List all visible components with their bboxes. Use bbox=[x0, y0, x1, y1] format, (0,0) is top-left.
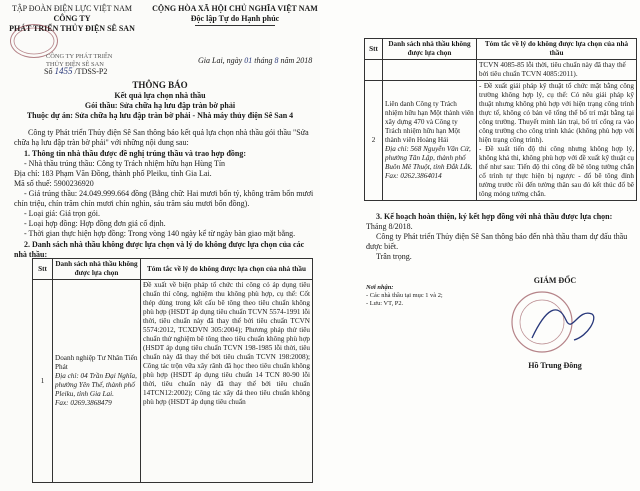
winner-address: Địa chỉ: 183 Phạm Văn Đồng, thành phố Pleiku, tỉnh Gia Lai. bbox=[14, 169, 212, 178]
row-reason-b: - Đề xuất tiến độ thi công nhưng không hợp lý, không khả thi, không phù hợp với đề xuất kỹ thuật cụ thể như sau: Tiến độ thi công đề bê tông tường chắn cổ trình tự thực hiện bị ngược - đổ bê tông đỉnh tường trước rồi đến tường thân sau đó kết thúc đổ bê tông móng tường chắn. bbox=[479, 145, 634, 198]
row-reason-continuation: TCVN 4085-85 lỗi thời, tiêu chuẩn này đã thay thế bởi tiêu chuẩn TCVN 4085:2011). bbox=[477, 60, 637, 81]
bidder-name: Doanh nghiệp Tư Nhân Tiến Phát bbox=[55, 354, 138, 371]
motto-underline bbox=[195, 25, 275, 26]
row-reason bbox=[477, 81, 637, 201]
table-row bbox=[365, 81, 637, 201]
org-company-line1: CÔNG TY bbox=[53, 14, 91, 23]
republic-name: CỘNG HÒA XÃ HỘI CHỦ NGHĨA VIỆT NAM bbox=[152, 4, 318, 13]
package-name: Gói thầu: Sửa chữa hạ lưu đập tràn bờ phải bbox=[84, 101, 236, 110]
org-group: TẬP ĐOÀN ĐIỆN LỰC VIỆT NAM bbox=[11, 4, 133, 13]
table-row-continuation bbox=[365, 60, 637, 81]
handwritten-signature-icon bbox=[532, 310, 594, 340]
bidder-name: Liên danh Công ty Trách nhiệm hữu hạn Một thành viên xây dựng 470 và Công ty Trách nhiệm hữu hạn Một thành viên Hoàng Hải bbox=[385, 100, 474, 144]
doc-number-prefix: Số bbox=[44, 67, 53, 76]
row-reason: Đề xuất về biện pháp tổ chức thi công có áp dụng tiêu chuẩn thí công, nghiệm thu không phù hợp, cụ thể: Cốt thép dùng trong kết cấu bê tông theo tiêu chuẩn không phù hợp (HSDT áp dụng tiêu chuẩn TCVN 5574-1991 lỗi thời, tiêu chuẩn này đã thay thế bởi tiêu chuẩn TCVN 5574:2012, TCXDVN 305:2004); Phương pháp thử tiêu chuẩn thử nghiệm bê tông theo tiêu chuẩn không phù hợp (HSDT áp dụng tiêu chuẩn TCVN 198-1985 lỗi thời, tiêu chuẩn này đã thay thế bởi tiêu chuẩn TCVN 198:2008); Công tác trộn vữa xây rãnh đã học theo tiêu chuẩn không phù hợp (HSDT áp dụng tiêu chuẩn 14 TCN 80-90 lỗi thời, tiêu chuẩn này đã thay thế bởi tiêu chuẩn 14TCN12:2002); Công tác xây đá theo tiêu chuẩn không phù hợp (HSDT áp dụng tiêu chuẩn bbox=[141, 280, 313, 483]
col-header-stt: Stt bbox=[33, 259, 53, 280]
section-3-date: Tháng 8/2018. bbox=[366, 222, 413, 231]
recipient-item: - Lưu: VT, P2. bbox=[366, 300, 404, 307]
row-stt: 2 bbox=[365, 81, 383, 201]
col-header-reason: Tóm tắc về lý do không được lựa chọn của nhà thầu bbox=[141, 259, 313, 280]
doc-number bbox=[44, 66, 154, 77]
col-header-reason: Tóm tắc về lý do không được lựa chọn của nhà thầu bbox=[477, 39, 637, 60]
section-3 bbox=[366, 212, 634, 262]
closing-line: Trân trọng. bbox=[376, 252, 412, 261]
row-stt: 1 bbox=[33, 280, 53, 483]
notice-heading: THÔNG BÁO bbox=[132, 80, 188, 90]
doc-number-value: 1455 bbox=[54, 66, 73, 76]
bidder-address: Địa chỉ: 04 Trần Đại Nghĩa, phường Yên Thế, thành phố Pleiku, tỉnh Gia Lai. bbox=[55, 372, 137, 398]
project-name: Thuộc dự án: Sửa chữa hạ lưu đập tràn bờ phải - Nhà máy thủy điện Sê San 4 bbox=[26, 111, 294, 120]
col-header-name: Danh sách nhà thầu không được lựa chọn bbox=[383, 39, 477, 60]
recipients-label: Nơi nhận: bbox=[366, 284, 394, 291]
intro-paragraph: Công ty Phát triển Thủy điện Sê San thông báo kết quả lựa chọn nhà thầu gói thầu "Sửa chữa hạ lưu đập tràn bờ phải" với những nội dung sau: bbox=[14, 128, 309, 147]
col-header-name: Danh sách nhà thầu không được lựa chọn bbox=[53, 259, 141, 280]
section-1 bbox=[14, 149, 314, 260]
section-1-heading: 1. Thông tin nhà thầu được đề nghị trúng thầu và trao hợp đồng: bbox=[24, 149, 247, 158]
signature-block bbox=[490, 276, 620, 286]
official-seal-inner-ring bbox=[520, 300, 564, 344]
price-type: - Loại giá: Giá trọn gói. bbox=[24, 209, 100, 218]
rejected-bidders-table-p2 bbox=[364, 38, 637, 201]
table-header-row bbox=[33, 259, 313, 280]
notice-subheading: Kết quả lựa chọn nhà thầu bbox=[114, 91, 206, 100]
seal-text-left: CÔNG TY PHÁT TRIỂN THỦY ĐIỆN SÊ SAN bbox=[46, 53, 113, 68]
row-bidder bbox=[53, 280, 141, 483]
doc-number-suffix: /TDSS-P2 bbox=[74, 67, 108, 76]
section-2-heading: 2. Danh sách nhà thầu không được lựa chọn và lý do không được lựa chọn của các nhà thầu: bbox=[14, 240, 305, 259]
winner-name: - Nhà thầu trúng thầu: Công ty Trách nhiệm hữu hạn Hùng Tín bbox=[24, 159, 226, 168]
recipient-item: - Các nhà thầu tại mục 1 và 2; bbox=[366, 292, 443, 299]
contract-duration: - Thời gian thực hiện hợp đồng: Trong vòng 140 ngày kể từ ngày bàn giao mặt bằng. bbox=[24, 229, 296, 238]
table-header-row bbox=[365, 39, 637, 60]
org-company-line2: PHÁT TRIỂN THỦY ĐIỆN SÊ SAN bbox=[9, 24, 135, 33]
rejected-bidders-table-p1 bbox=[32, 258, 313, 483]
bidder-address: Địa chỉ: 568 Nguyễn Văn Cừ, phường Tân Lập, thành phố Buôn Mê Thuột, tỉnh Đắk Lắk. bbox=[385, 145, 473, 171]
official-seal-icon bbox=[512, 292, 572, 352]
bidder-fax: Fax: 0269.3868479 bbox=[55, 399, 112, 407]
national-header bbox=[150, 4, 320, 26]
section-3-heading: 3. Kế hoạch hoàn thiện, ký kết hợp đồng với nhà thầu được lựa chọn: bbox=[376, 212, 613, 221]
national-motto: Độc lập Tự do Hạnh phúc bbox=[190, 14, 280, 23]
bidder-fax: Fax: 0262.3864014 bbox=[385, 172, 442, 180]
official-seal-and-signature bbox=[502, 288, 612, 360]
winner-tax-code: Mã số thuế: 5900236920 bbox=[14, 179, 94, 188]
recipients-block bbox=[366, 284, 486, 308]
notice-title-block bbox=[0, 80, 320, 121]
winning-price: - Giá trúng thầu: 24.049.999.664 đồng (Bằng chữ: Hai mươi bốn tỷ, không trăm bốn mươi chín triệu, chín trăm chín mươi chín nghìn, sáu trăm sáu mươi bốn đồng). bbox=[14, 189, 314, 208]
document-page-2 bbox=[320, 0, 640, 491]
row-bidder bbox=[383, 81, 477, 201]
place-date-prefix: Gia Lai, ngày bbox=[198, 56, 243, 65]
section-3-heading-line bbox=[366, 212, 634, 232]
signer-title: GIÁM ĐỐC bbox=[533, 276, 577, 285]
place-date bbox=[198, 56, 320, 66]
notice-line: Công ty Phát triển Thủy điện Sê San thông báo đến nhà thầu tham dự đấu thầu được biết. bbox=[366, 232, 628, 251]
place-date-year: năm 2018 bbox=[280, 56, 313, 65]
col-header-stt: Stt bbox=[365, 39, 383, 60]
row-reason-a: - Đề xuất giải pháp kỹ thuật tổ chức mặt bằng công trường không hợp lý, cụ thể: Có nêu giải pháp kỹ thuật nhưng không phù hợp với hiện trạng công trình thực tế, không có bản vẽ tổng thể bố trí mặt bằng tại công trường. Thuyết minh lán trại, bố trí cổng ra vào công trường cho công trình khác (không phù hợp với hiện trạng công trình). bbox=[479, 82, 634, 144]
place-date-day: 01 bbox=[244, 56, 253, 65]
place-date-month-label: tháng bbox=[254, 56, 273, 65]
contract-type: - Loại hợp đồng: Hợp đồng đơn giá cố định. bbox=[24, 219, 166, 228]
place-date-month: 8 bbox=[274, 56, 279, 65]
signer-name: Hồ Trung Đông bbox=[528, 361, 582, 370]
table-row bbox=[33, 280, 313, 483]
